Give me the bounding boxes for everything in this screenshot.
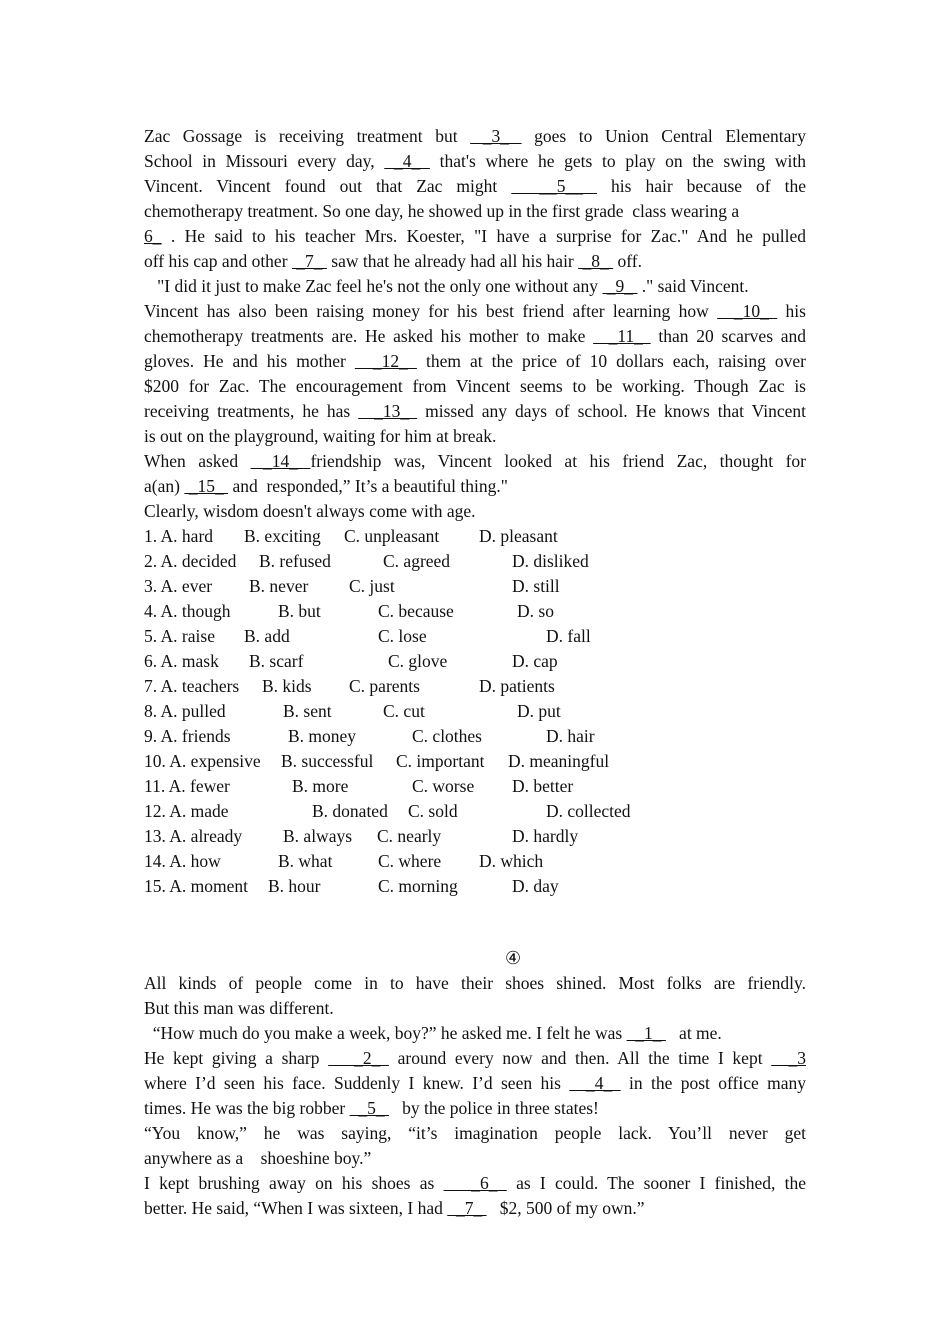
p4-line: times. He was the big robber _5_ by the police in three states!	[144, 1098, 599, 1118]
blank-4: _4_	[384, 151, 430, 171]
options-row: 11. A. fewer B. more C. worse D. better	[144, 776, 574, 796]
p4-line: anywhere as a shoeshine boy.”	[144, 1148, 372, 1168]
p4-line: He kept giving a sharp _2_ around every now and then. All the time I kept _3	[144, 1048, 806, 1068]
p3-line: School in Missouri every day, _4_ that's where he gets to play on the swing with	[144, 151, 807, 171]
p3-closing: Clearly, wisdom doesn't always come with age.	[144, 501, 476, 521]
section-number-4: ④	[505, 948, 522, 969]
blank-9: _9_	[602, 276, 638, 296]
p3-line: 6_ . He said to his teacher Mrs. Koester, "I have a surprise for Zac." And he pulled	[144, 226, 806, 246]
p3-line: Vincent has also been raising money for his best friend after learning how _10_ his	[144, 301, 806, 321]
p4-line: “You know,” he was saying, “it’s imagination people lack. You’ll never get	[144, 1123, 806, 1143]
p4-line: better. He said, “When I was sixteen, I had _7_ $2, 500 of my own.”	[144, 1198, 645, 1218]
blank-14: _14_	[250, 451, 311, 471]
blank-4: _4_	[569, 1073, 621, 1093]
blank-5: _5_	[349, 1098, 389, 1118]
blank-3: _3_	[470, 126, 522, 146]
p3-line: gloves. He and his mother _12_ them at the price of 10 dollars each, raising over	[144, 351, 807, 371]
options-row: 2. A. decided B. refused C. agreed D. disliked	[144, 551, 589, 571]
blank-6: _6_	[443, 1173, 507, 1193]
p3-line: $200 for Zac. The encouragement from Vincent seems to be working. Though Zac is	[144, 376, 806, 396]
blank-15: _15_	[184, 476, 229, 496]
blank-5: __5__	[511, 176, 598, 196]
p3-line: chemotherapy treatment. So one day, he showed up in the first grade class wearing a	[144, 201, 740, 221]
blank-1: _1_	[626, 1023, 666, 1043]
p3-line: Vincent. Vincent found out that Zac might __5__ his hair because of the	[144, 176, 807, 196]
p3-line: Zac Gossage is receiving treatment but _3_ goes to Union Central Elementary	[144, 126, 806, 146]
options-row: 6. A. mask B. scarf C. glove D. cap	[144, 651, 558, 671]
p3-line: "I did it just to make Zac feel he's not the only one without any _9_ ." said Vincent.	[144, 276, 749, 296]
options-row: 14. A. how B. what C. where D. which	[144, 851, 544, 871]
options-row: 15. A. moment B. hour C. morning D. day	[144, 876, 559, 896]
options-row: 12. A. made B. donated C. sold D. collected	[144, 801, 631, 821]
blank-3: _3	[771, 1048, 806, 1068]
options-row: 4. A. though B. but C. because D. so	[144, 601, 554, 621]
blank-8: _8_	[578, 251, 614, 271]
options-row: 9. A. friends B. money C. clothes D. hair	[144, 726, 595, 746]
blank-13: _13_	[358, 401, 418, 421]
options-row: 10. A. expensive B. successful C. important D. meaningful	[144, 751, 610, 771]
blank-7: _7_	[291, 251, 327, 271]
p3-line: receiving treatments, he has _13_ missed any days of school. He knows that Vincent	[144, 401, 807, 421]
p4-line: I kept brushing away on his shoes as _6_ as I could. The sooner I finished, the	[144, 1173, 806, 1193]
blank-2: _2_	[328, 1048, 389, 1068]
p4-line: But this man was different.	[144, 998, 334, 1018]
p3-line: is out on the playground, waiting for him at break.	[144, 426, 497, 446]
options-row: 13. A. already B. always C. nearly D. hardly	[144, 826, 579, 846]
p4-line: “How much do you make a week, boy?” he asked me. I felt he was _1_ at me.	[144, 1023, 722, 1043]
p3-line: chemotherapy treatments are. He asked his mother to make _11_ than 20 scarves and	[144, 326, 807, 346]
p4-line: where I’d seen his face. Suddenly I knew. I’d seen his _4_ in the post office many	[144, 1073, 807, 1093]
options-row: 1. A. hard B. exciting C. unpleasant D. pleasant	[144, 526, 558, 546]
blank-7: _7_	[447, 1198, 487, 1218]
p3-line: a(an) _15_ and responded,” It’s a beautiful thing."	[144, 476, 508, 496]
blank-10: _10_	[717, 301, 778, 321]
p4-line: All kinds of people come in to have their shoes shined. Most folks are friendly.	[144, 973, 806, 993]
options-row: 8. A. pulled B. sent C. cut D. put	[144, 701, 561, 721]
blank-11: _11_	[593, 326, 651, 346]
blank-6: 6_	[144, 226, 162, 246]
blank-12: _12_	[354, 351, 417, 371]
options-row: 5. A. raise B. add C. lose D. fall	[144, 626, 591, 646]
p3-line: When asked _14_ friendship was, Vincent looked at his friend Zac, thought for	[144, 451, 806, 471]
options-row: 3. A. ever B. never C. just D. still	[144, 576, 560, 596]
p3-line: off his cap and other _7_ saw that he already had all his hair _8_ off.	[144, 251, 642, 271]
options-row: 7. A. teachers B. kids C. parents D. patients	[144, 676, 555, 696]
